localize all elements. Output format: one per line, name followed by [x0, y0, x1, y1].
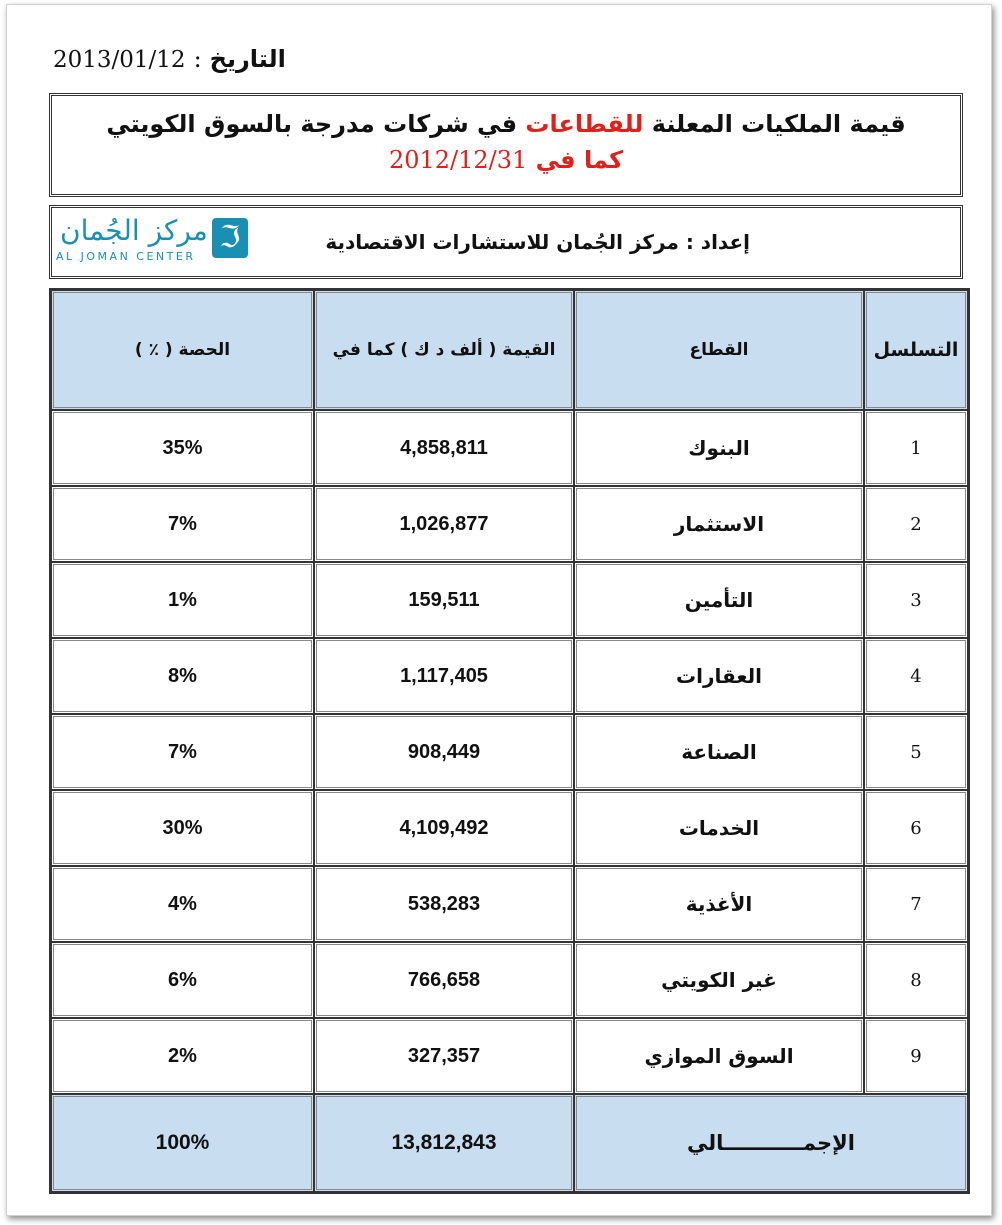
table-row: [51, 866, 968, 942]
total-share: 100%: [51, 1094, 314, 1192]
date-label: التاريخ: [209, 45, 286, 73]
title-line-2: [52, 146, 960, 174]
cell-value: 1,117,405: [314, 638, 574, 714]
table-row: [51, 942, 968, 1018]
cell-serial: 6: [864, 790, 968, 866]
cell-serial: 9: [864, 1018, 968, 1094]
table-row: [51, 410, 968, 486]
cell-share: 30%: [51, 790, 314, 866]
prepared-by-box: [49, 205, 963, 279]
logo-english-text: AL JOMAN CENTER: [56, 250, 196, 263]
header-sector: القطاع: [574, 290, 864, 410]
title-asof-date: 2012/12/31: [388, 146, 528, 174]
date-separator: :: [193, 45, 202, 73]
cell-value: 4,109,492: [314, 790, 574, 866]
cell-serial: 2: [864, 486, 968, 562]
prepared-name: مركز الجُمان للاستشارات الاقتصادية: [325, 230, 679, 254]
table-row: [51, 714, 968, 790]
title-part-1: قيمة الملكيات المعلنة: [651, 110, 906, 138]
cell-share: 7%: [51, 714, 314, 790]
cell-value: 1,026,877: [314, 486, 574, 562]
cell-sector: التأمين: [574, 562, 864, 638]
cell-serial: 8: [864, 942, 968, 1018]
document-page: [6, 4, 992, 1216]
cell-sector: الصناعة: [574, 714, 864, 790]
cell-serial: 7: [864, 866, 968, 942]
cell-serial: 4: [864, 638, 968, 714]
table-row: [51, 790, 968, 866]
cell-share: 4%: [51, 866, 314, 942]
cell-share: 8%: [51, 638, 314, 714]
total-label: الإجمـــــــــــالي: [574, 1094, 968, 1192]
title-asof-text: كما في: [535, 146, 624, 174]
cell-share: 7%: [51, 486, 314, 562]
cell-share: 35%: [51, 410, 314, 486]
table-row: [51, 562, 968, 638]
table-row: [51, 638, 968, 714]
cell-share: 6%: [51, 942, 314, 1018]
table-row: [51, 486, 968, 562]
title-box: [49, 93, 963, 197]
cell-value: 908,449: [314, 714, 574, 790]
title-line-1: [52, 110, 960, 138]
cell-sector: السوق الموازي: [574, 1018, 864, 1094]
cell-sector: الخدمات: [574, 790, 864, 866]
logo-arabic-text: مركز الجُمان: [60, 214, 208, 247]
cell-value: 327,357: [314, 1018, 574, 1094]
title-part-2: للقطاعات: [525, 110, 644, 138]
cell-value: 4,858,811: [314, 410, 574, 486]
table-row: [51, 1018, 968, 1094]
cell-sector: العقارات: [574, 638, 864, 714]
header-share: الحصة ( ٪ ): [51, 290, 314, 410]
table-total-row: [51, 1094, 968, 1192]
date-line: [53, 45, 286, 73]
header-serial: التسلسل: [864, 290, 968, 410]
title-part-3: في شركات مدرجة بالسوق الكويتي: [106, 110, 518, 138]
cell-sector: الأغذية: [574, 866, 864, 942]
total-value: 13,812,843: [314, 1094, 574, 1192]
prepared-by-text: [325, 230, 750, 254]
cell-value: 766,658: [314, 942, 574, 1018]
cell-share: 2%: [51, 1018, 314, 1094]
date-value: 2013/01/12: [53, 47, 186, 73]
joman-logo: [54, 214, 264, 266]
cell-share: 1%: [51, 562, 314, 638]
cell-serial: 5: [864, 714, 968, 790]
cell-serial: 1: [864, 410, 968, 486]
cell-sector: غير الكويتي: [574, 942, 864, 1018]
header-value: القيمة ( ألف د ك ) كما في: [314, 290, 574, 410]
cell-value: 538,283: [314, 866, 574, 942]
cell-value: 159,511: [314, 562, 574, 638]
table-header-row: [51, 290, 968, 410]
sector-table: [49, 288, 970, 1194]
prepared-label: إعداد :: [685, 230, 750, 254]
cell-serial: 3: [864, 562, 968, 638]
cell-sector: الاستثمار: [574, 486, 864, 562]
cell-sector: البنوك: [574, 410, 864, 486]
logo-mark-icon: ℑ: [212, 218, 248, 258]
